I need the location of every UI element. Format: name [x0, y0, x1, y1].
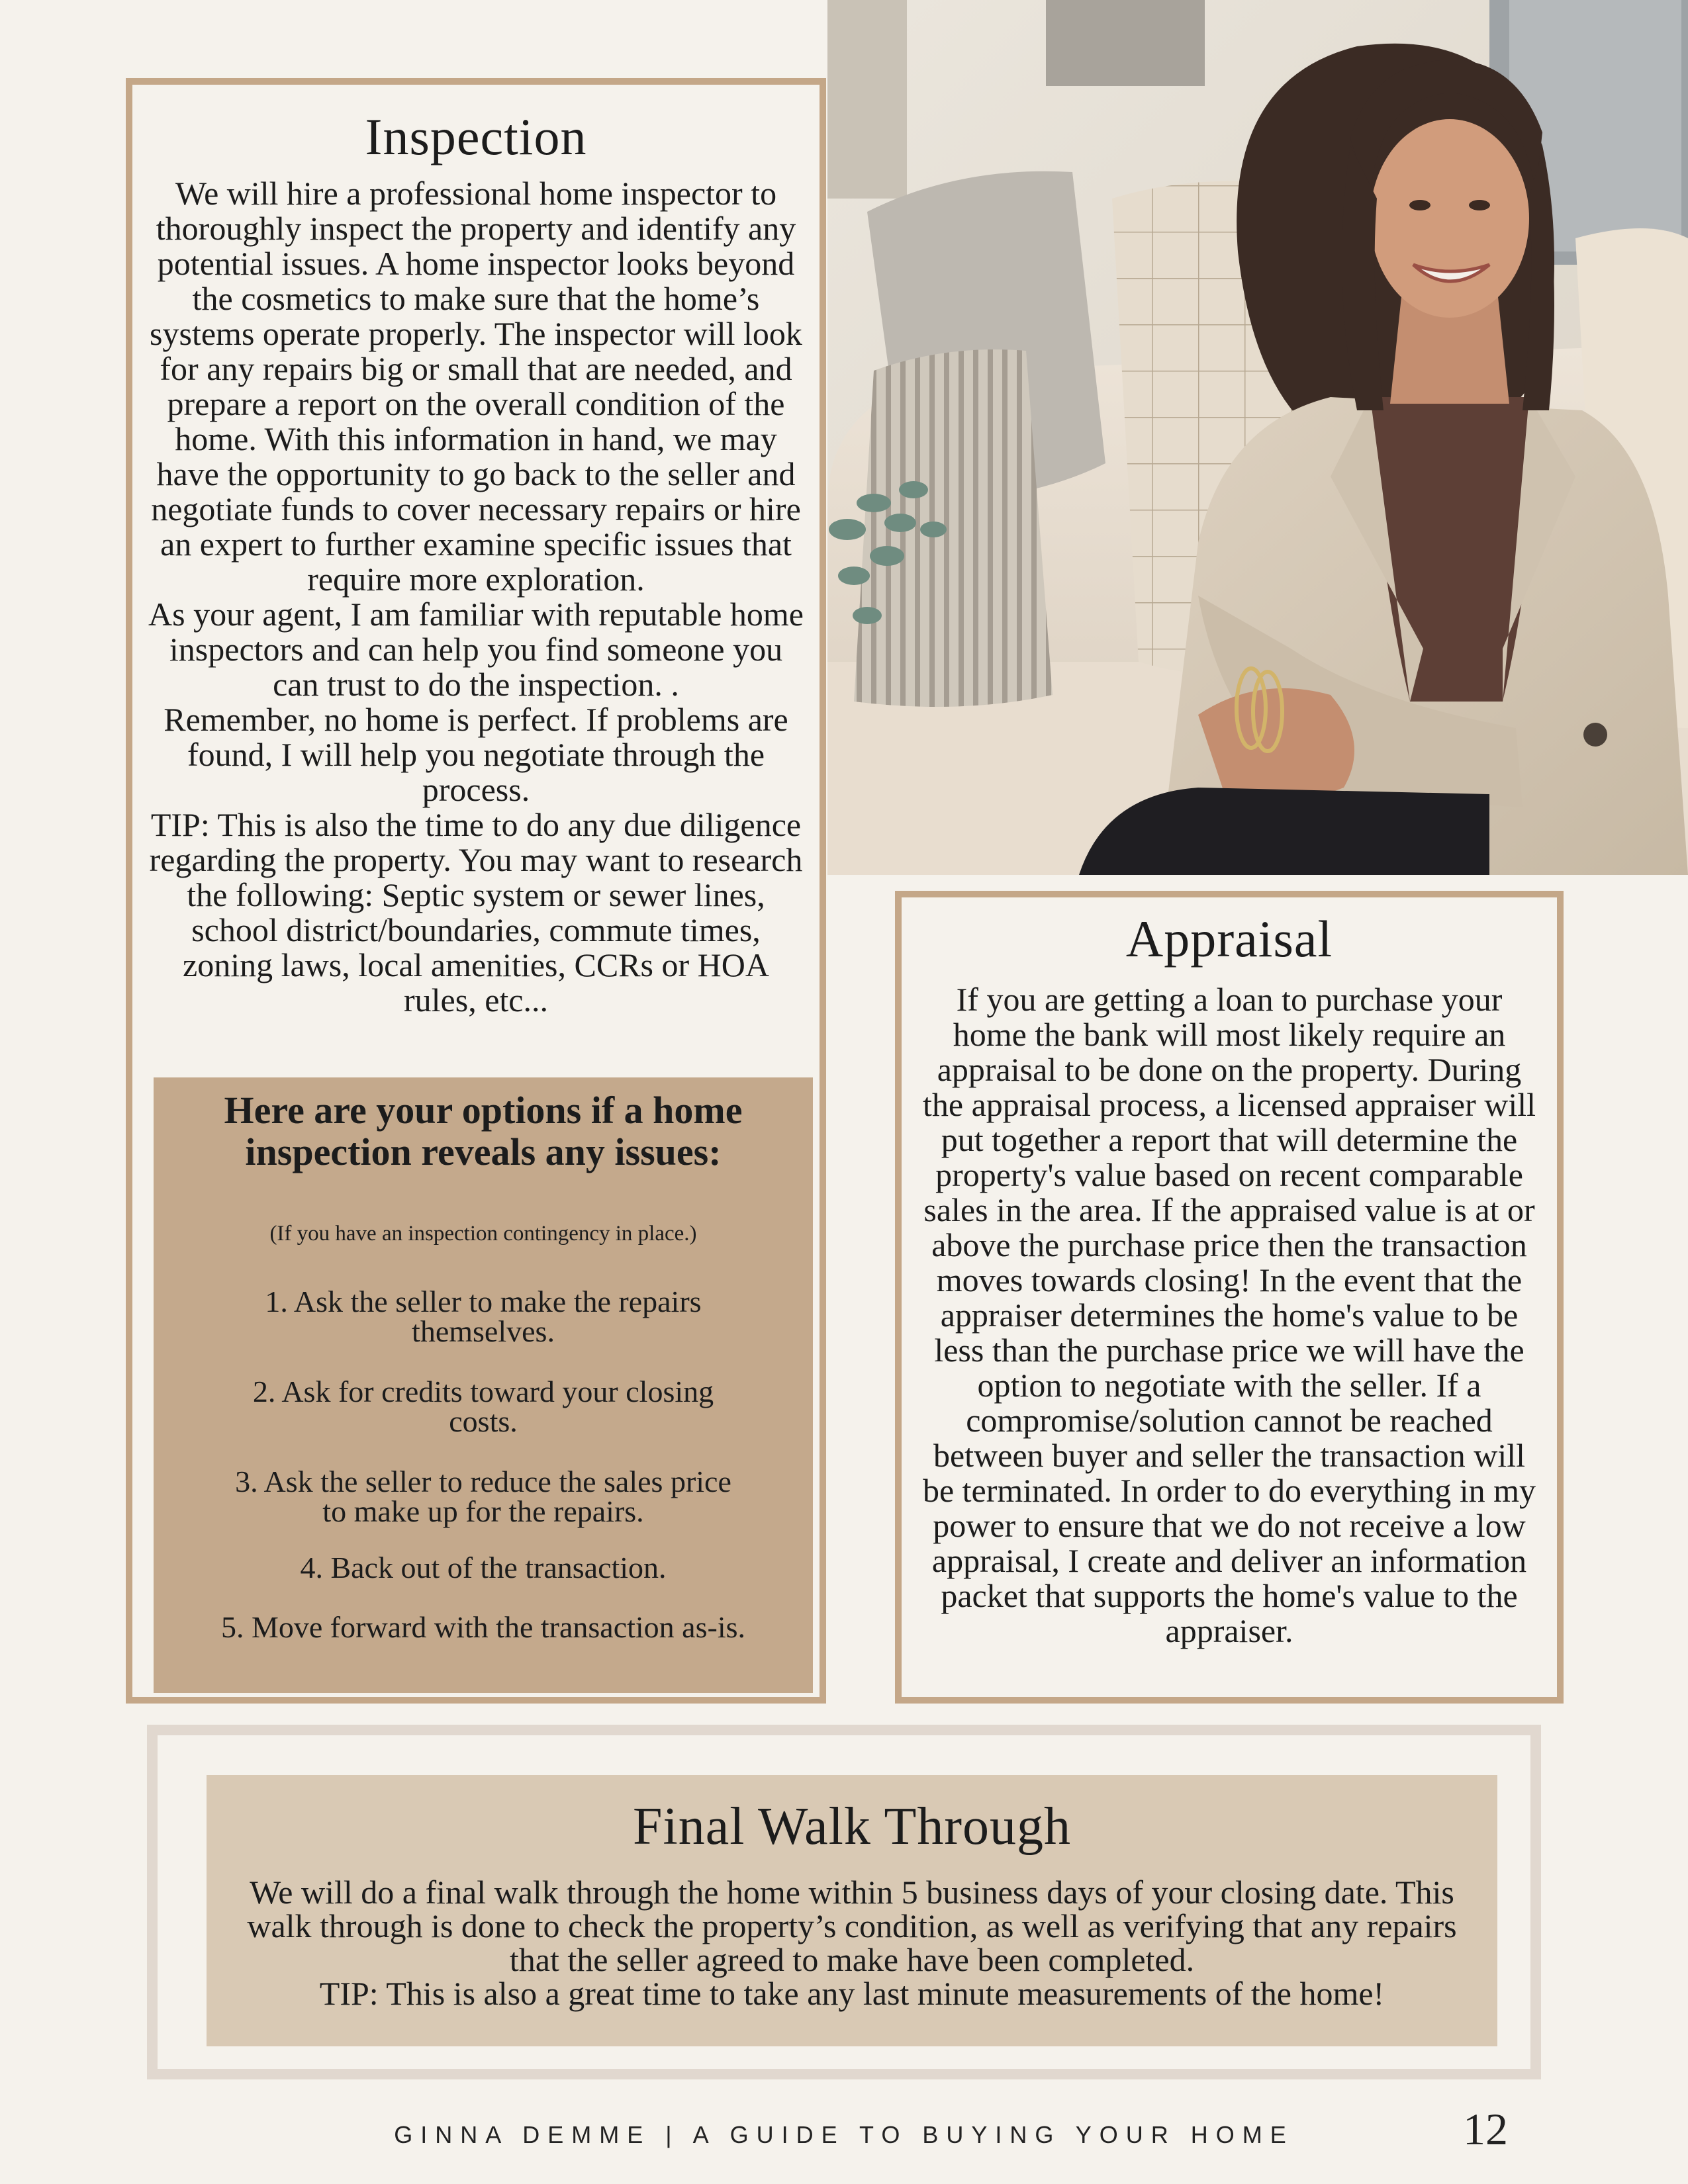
walk-through-frame [147, 1725, 1541, 2079]
inspection-paragraph: We will hire a professional home inspector to thoroughly inspect the property and identify any potential issues. A home inspector looks beyond the cosmetics to make sure that the home’s systems operate properly. The inspector will look for any repairs big or small that are needed, and prepare a report on the overall condition of the home. With this information in hand, we may have the opportunity to go back to the seller and negotiate funds to cover necessary repairs or hire an expert to further examine specific issues that require more exploration. [150, 175, 802, 598]
inspection-options-box [154, 1077, 813, 1693]
walk-through-text: We will do a final walk through the home within 5 business days of your closing date. This walk through is done to check the property’s condition, as well as verifying that any repairs that the seller agreed to make have been completed. [247, 1874, 1457, 1978]
walk-through-tip: TIP: This is also a great time to take any last minute measurements of the home! [319, 1975, 1385, 2012]
walk-through-panel [207, 1775, 1497, 2046]
appraisal-title: Appraisal [1125, 910, 1333, 968]
option-item: 3. Ask the seller to reduce the sales price to make up for the repairs. [235, 1465, 731, 1528]
inspection-paragraph: Remember, no home is perfect. If problems are found, I will help you negotiate through the process. [164, 701, 788, 808]
inspection-panel [126, 78, 826, 1704]
page-number: 12 [1463, 2104, 1508, 2154]
options-heading: Here are your options if a home inspection reveals any issues: [224, 1089, 743, 1173]
inspection-title: Inspection [365, 108, 587, 165]
option-item: 2. Ask for credits toward your closing costs. [252, 1375, 714, 1438]
appraisal-body: If you are getting a loan to purchase your home the bank will most likely require an appraisal to be done on the property. During the appraisal process, a licensed appraiser will put together a report that will determine the property's value based on recent comparable sales in the area. If the appraised value is at or above the purchase price then the transaction moves towards closing! In the event that the appraiser determines the home's value to be less than the purchase price we will have the option to negotiate with the seller. If a compromise/solution cannot be reached between buyer and seller the transaction will be terminated. In order to do everything in my power to ensure that we do not receive a low appraisal, I create and deliver an information packet that supports the home's value to the appraiser. [922, 981, 1536, 1649]
inspection-tip: TIP: This is also the time to do any due diligence regarding the property. You may want to research the following: Septic system or sewer lines, school district/boundaries, commute times, zoning laws, local amenities, CCRs or HOA rules, etc... [149, 806, 803, 1019]
appraisal-panel [895, 891, 1564, 1704]
option-item: 1. Ask the seller to make the repairs themselves. [265, 1285, 702, 1348]
footer-text: GINNA DEMME | A GUIDE TO BUYING YOUR HOME [394, 2121, 1294, 2148]
inspection-body [148, 176, 804, 1018]
walk-through-title: Final Walk Through [633, 1797, 1071, 1856]
inspection-paragraph: As your agent, I am familiar with reputable home inspectors and can help you find someone you can trust to do the inspection. . [148, 596, 804, 703]
option-item: 4. Back out of the transaction. [300, 1551, 667, 1584]
option-item: 5. Move forward with the transaction as-is. [220, 1610, 746, 1644]
walk-through-body [246, 1876, 1458, 2011]
options-note: (If you have an inspection contingency in place.) [269, 1222, 697, 1246]
agent-photo [827, 0, 1688, 875]
